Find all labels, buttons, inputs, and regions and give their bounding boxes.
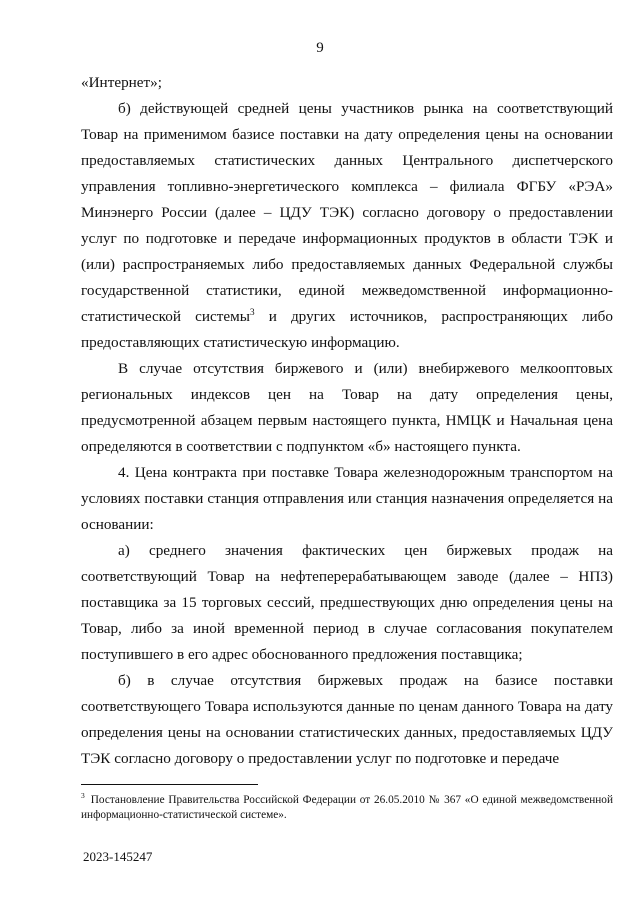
- footnote-reference: 3: [249, 307, 255, 318]
- page-number: 9: [316, 40, 324, 56]
- footnote: [81, 793, 613, 823]
- paragraph: [81, 96, 613, 356]
- paragraph-text: б) действующей средней цены участников рынка на соответствующий Товар на применимом базисе поставки на дату определения цены на основании предоставляемых статистических данных Центрального диспетчерского управления топливно-энергетического комплекса – филиала ФГБУ «РЭА» Минэнерго России (далее – ЦДУ ТЭК) согласно договору о предоставлении услуг по подготовке и передаче информационных продуктов в области ТЭК и (или) распространяемых либо предоставляемых данных Федеральной службы государственной статистики, единой межведомственной информационно-статистической системы: [81, 100, 613, 325]
- paragraph: а) среднего значения фактических цен биржевых продаж на соответствующий Товар на нефтеперерабатывающем заводе (далее – НПЗ) поставщика за 15 торговых сессий, предшествующих дню определения цены на Товар, либо за иной временной период в случае согласования покупателем поступившего в его адрес обоснованного предложения поставщика;: [81, 542, 613, 663]
- paragraph: «Интернет»;: [81, 74, 162, 91]
- footnote-mark: 3: [81, 791, 85, 801]
- paragraph: В случае отсутствия биржевого и (или) внебиржевого мелкооптовых региональных индексов цен на Товар на дату определения цены, предусмотренной абзацем первым настоящего пункта, НМЦК и Начальная цена определяются в соответствии с подпунктом «б» настоящего пункта.: [81, 360, 613, 455]
- footnote-text: Постановление Правительства Российской Федерации от 26.05.2010 № 367 «О единой межведомственной информационно-статистической системе».: [81, 794, 613, 821]
- document-code: 2023-145247: [83, 849, 153, 864]
- paragraph: 4. Цена контракта при поставке Товара железнодорожным транспортом на условиях поставки станция отправления или станция назначения определяется на основании:: [81, 464, 613, 533]
- document-body: [81, 70, 613, 772]
- footnote-separator: [81, 784, 258, 785]
- paragraph: б) в случае отсутствия биржевых продаж на базисе поставки соответствующего Товара используются данные по ценам данного Товара на дату определения цены на основании статистических данных, предоставляемых ЦДУ ТЭК согласно договору о предоставлении услуг по подготовке и передаче: [81, 672, 613, 767]
- paragraph-text-tail: и других источников, распространяющих либо предоставляющих статистическую информацию.: [81, 308, 614, 351]
